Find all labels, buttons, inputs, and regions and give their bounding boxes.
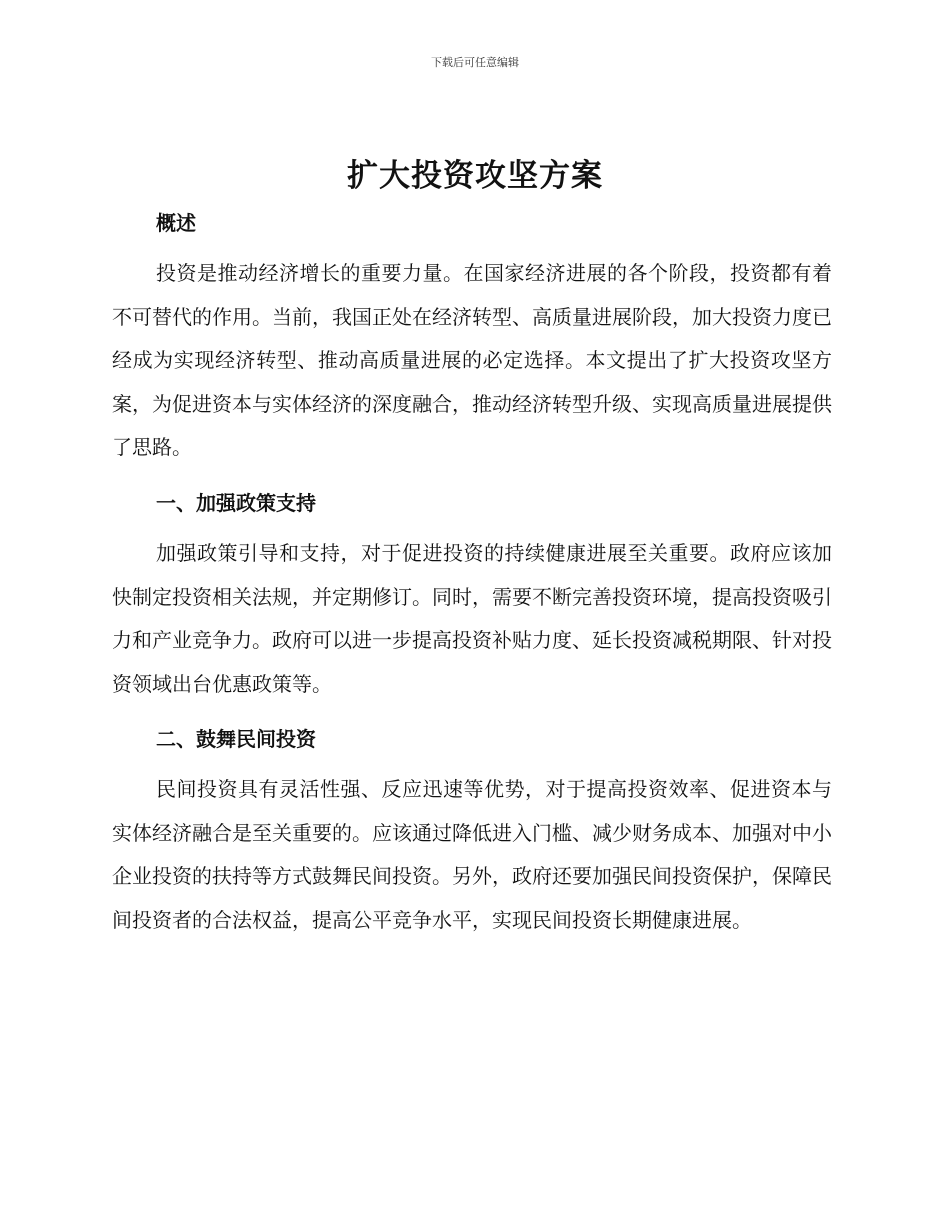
section-body-overview: 投资是推动经济增长的重要力量。在国家经济进展的各个阶段，投资都有着不可替代的作用。当前，我国正处在经济转型、高质量进展阶段，加大投资力度已经成为实现经济转型、推动高质量进展的必定选择。本文提出了扩大投资攻坚方案，为促进资本与实体经济的深度融合，推动经济转型升级、实现高质量进展提供了思路。 bbox=[112, 261, 832, 459]
section-heading-overview: 概述 bbox=[156, 211, 196, 235]
document-title: 扩大投资攻坚方案 bbox=[347, 158, 603, 194]
section-heading-policy-support: 一、加强政策支持 bbox=[156, 491, 316, 515]
section-body-private-investment: 民间投资具有灵活性强、反应迅速等优势，对于提高投资效率、促进资本与实体经济融合是至关重要的。应该通过降低进入门槛、减少财务成本、加强对中小企业投资的扶持等方式鼓舞民间投资。另外，政府还要加强民间投资保护，保障民间投资者的合法权益，提高公平竞争水平，实现民间投资长期健康进展。 bbox=[112, 777, 832, 932]
section-heading-private-investment: 二、鼓舞民间投资 bbox=[156, 727, 316, 751]
section-body-policy-support: 加强政策引导和支持，对于促进投资的持续健康进展至关重要。政府应该加快制定投资相关法规，并定期修订。同时，需要不断完善投资环境，提高投资吸引力和产业竞争力。政府可以进一步提高投资补贴力度、延长投资减税期限、针对投资领域出台优惠政策等。 bbox=[112, 541, 832, 696]
header-note: 下载后可任意编辑 bbox=[431, 56, 519, 69]
